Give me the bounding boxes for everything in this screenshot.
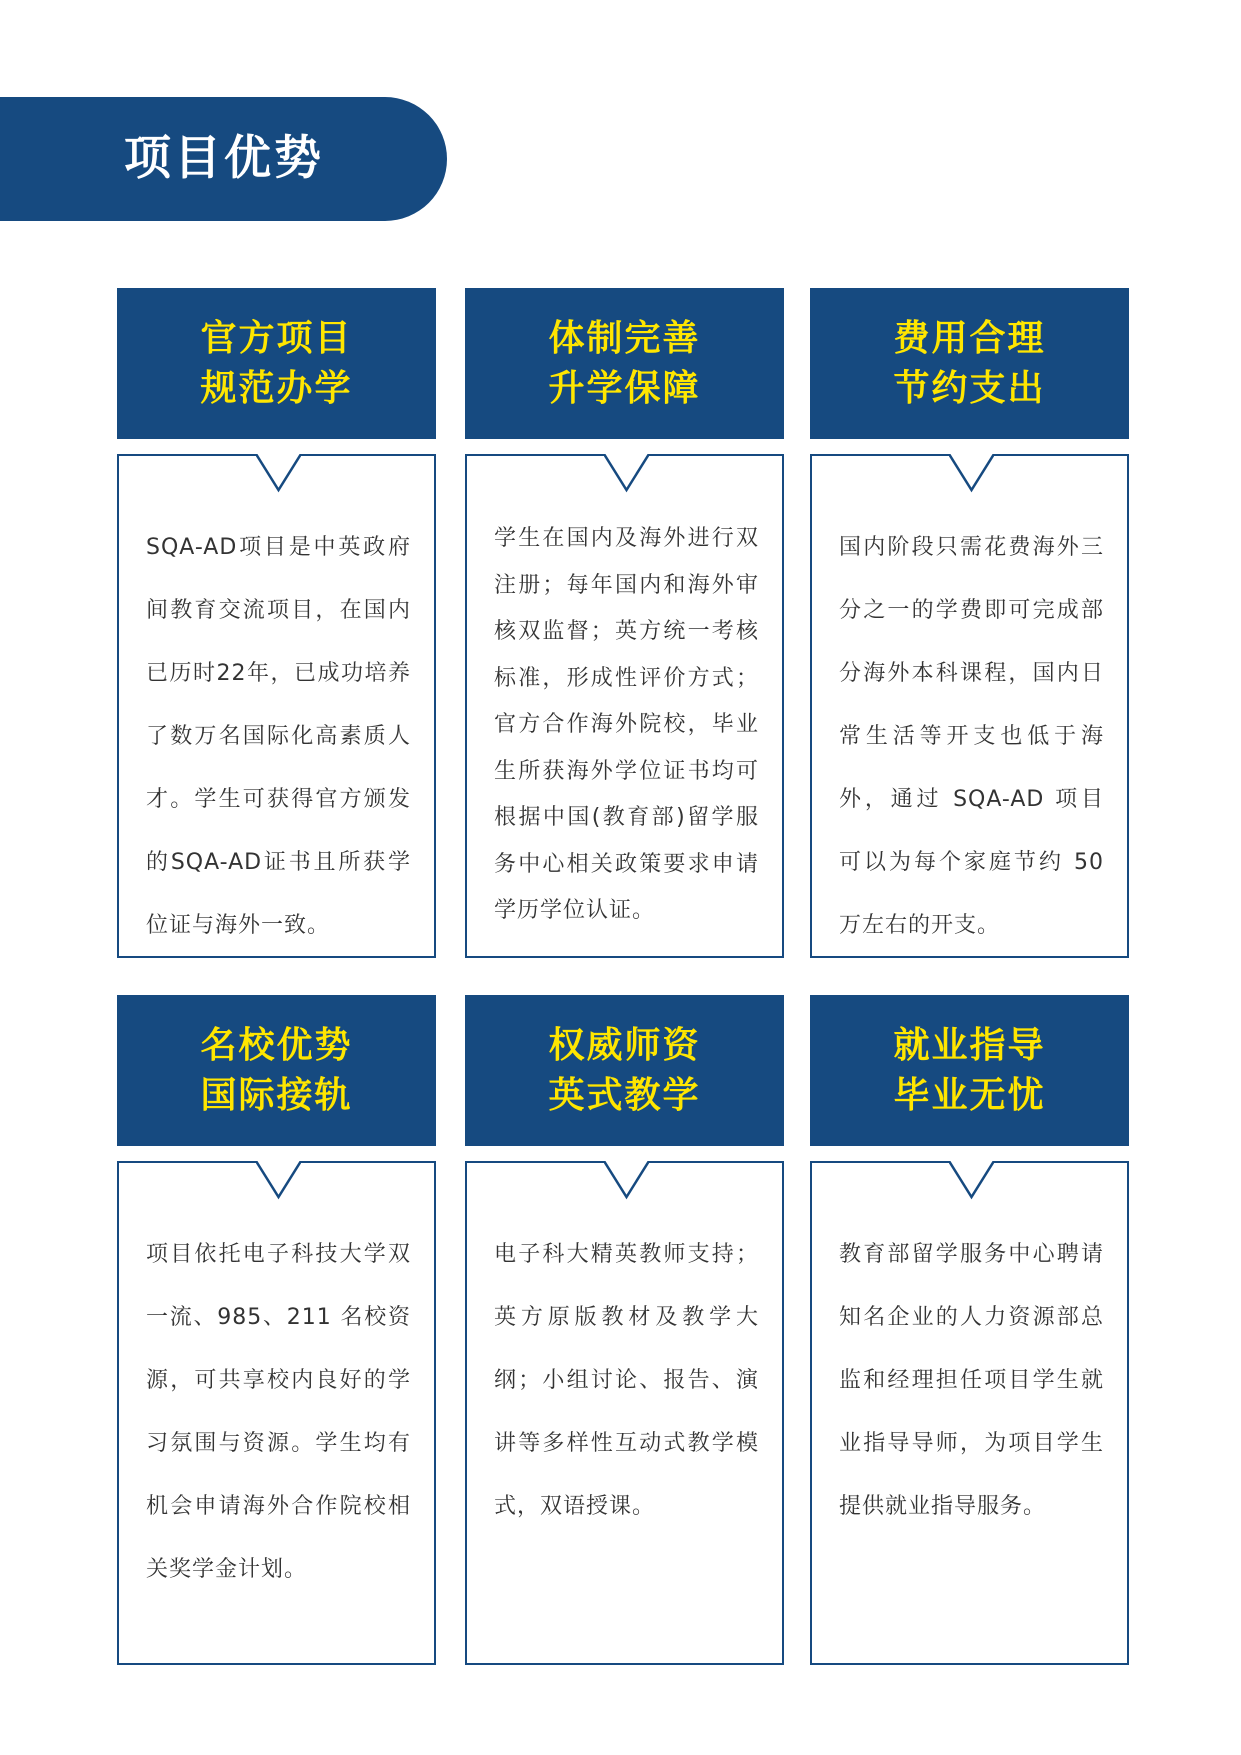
card-description: 教育部留学服务中心聘请知名企业的人力资源部总监和经理担任项目学生就业指导导师，为项目学生提供就业指导服务。 <box>839 1242 1104 1519</box>
section-title: 项目优势 <box>124 131 324 186</box>
card-header <box>810 288 1129 439</box>
pointer-arrow-icon <box>604 1161 649 1201</box>
pointer-arrow-icon <box>256 454 301 494</box>
card-heading-line1: 官方项目 <box>200 317 353 359</box>
card-header <box>465 288 784 439</box>
card-body <box>465 454 784 958</box>
card-heading-line1: 名校优势 <box>200 1024 353 1066</box>
card-heading-line1: 体制完善 <box>548 317 701 359</box>
card-heading-line1: 权威师资 <box>548 1024 701 1066</box>
card-heading-line2: 毕业无忧 <box>893 1074 1046 1116</box>
card-body <box>465 1161 784 1665</box>
card-description: 电子科大精英教师支持；英方原版教材及教学大纲；小组讨论、报告、演讲等多样性互动式教学模式，双语授课。 <box>494 1242 759 1519</box>
card-body <box>810 1161 1129 1665</box>
card-body <box>117 454 436 958</box>
card-description: 学生在国内及海外进行双注册；每年国内和海外审核双监督；英方统一考核标准，形成性评价方式；官方合作海外院校，毕业生所获海外学位证书均可根据中国(教育部)留学服务中心相关政策要求申请学历学位认证。 <box>494 526 759 923</box>
card-description: 项目依托电子科技大学双一流、985、211 名校资源，可共享校内良好的学习氛围与资源。学生均有机会申请海外合作院校相关奖学金计划。 <box>146 1242 411 1582</box>
card-body <box>117 1161 436 1665</box>
pointer-arrow-icon <box>949 1161 994 1201</box>
card-heading-line1: 就业指导 <box>893 1024 1046 1066</box>
card-heading-line2: 节约支出 <box>893 367 1046 409</box>
card-heading-line2: 规范办学 <box>200 367 353 409</box>
card-body <box>810 454 1129 958</box>
pointer-arrow-icon <box>604 454 649 494</box>
card-header <box>465 995 784 1146</box>
card-header <box>117 288 436 439</box>
card-heading-line2: 英式教学 <box>548 1074 701 1116</box>
card-heading-line2: 国际接轨 <box>200 1074 353 1116</box>
section-tab <box>0 97 447 221</box>
pointer-arrow-icon <box>256 1161 301 1201</box>
card-heading-line2: 升学保障 <box>548 367 701 409</box>
pointer-arrow-icon <box>949 454 994 494</box>
card-header <box>117 995 436 1146</box>
card-description: SQA-AD项目是中英政府间教育交流项目，在国内已历时22年，已成功培养了数万名国际化高素质人才。学生可获得官方颁发的SQA-AD证书且所获学位证与海外一致。 <box>146 535 411 938</box>
card-header <box>810 995 1129 1146</box>
card-heading-line1: 费用合理 <box>893 317 1046 359</box>
card-description: 国内阶段只需花费海外三分之一的学费即可完成部分海外本科课程，国内日常生活等开支也低于海外，通过 SQA-AD 项目可以为每个家庭节约 50 万左右的开支。 <box>839 535 1104 938</box>
